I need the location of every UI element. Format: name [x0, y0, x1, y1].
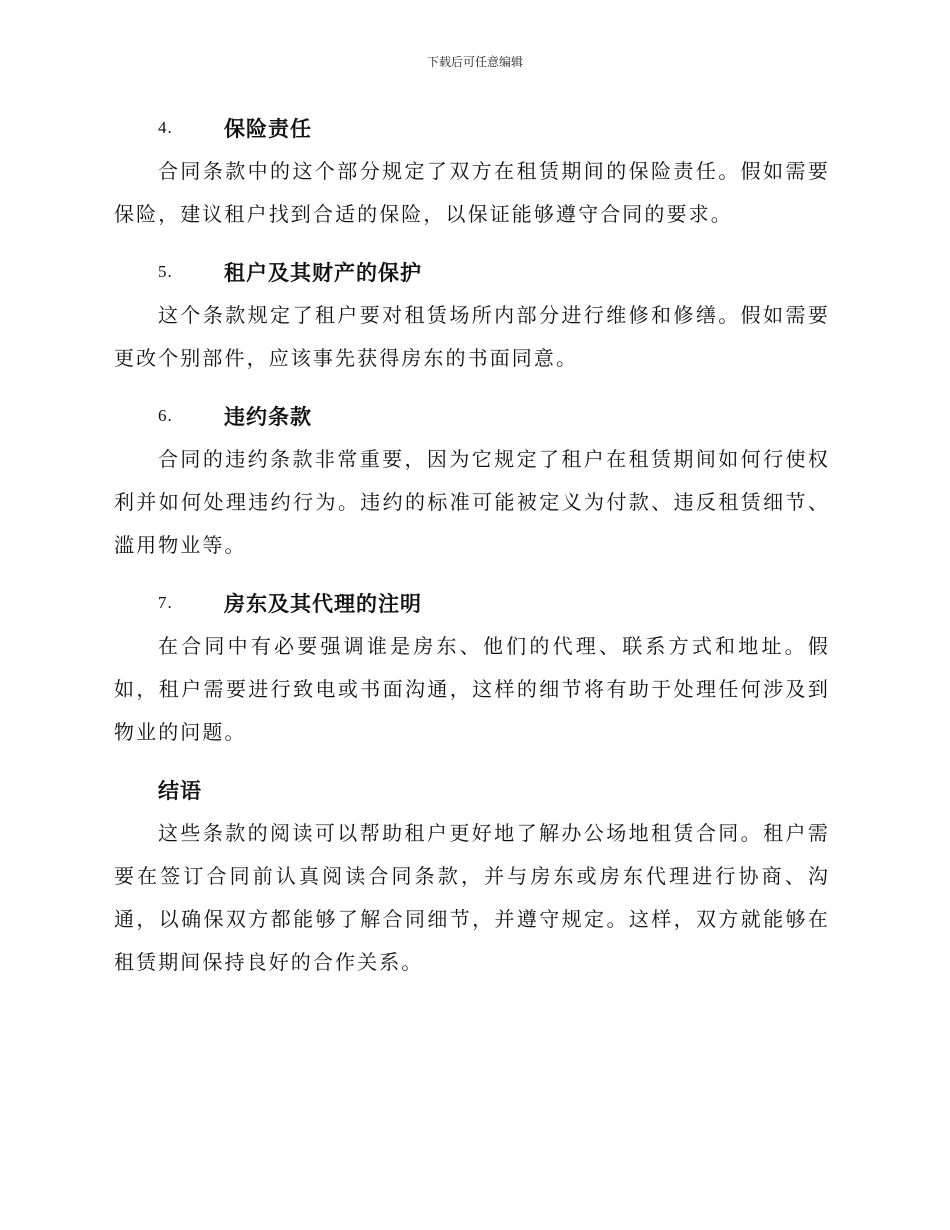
section-paragraph-tenant-protection: 这个条款规定了租户要对租赁场所内部分进行维修和修缮。假如需要更改个别部件，应该事先获得房东的书面同意。: [114, 303, 830, 370]
section-heading-landlord: [114, 581, 830, 625]
page-header: 下载后可任意编辑: [426, 55, 523, 69]
section-number: 6.: [158, 406, 173, 425]
section-number: 7.: [158, 593, 173, 612]
section-title: 租户及其财产的保护: [224, 261, 422, 285]
document-body: [114, 106, 830, 998]
section-paragraph-insurance: 合同条款中的这个部分规定了双方在租赁期间的保险责任。假如需要保险，建议租户找到合适的保险，以保证能够遵守合同的要求。: [114, 159, 830, 226]
section-paragraph-landlord: 在合同中有必要强调谁是房东、他们的代理、联系方式和地址。假如，租户需要进行致电或书面沟通，这样的细节将有助于处理任何涉及到物业的问题。: [114, 634, 830, 744]
section-paragraph-breach: 合同的违约条款非常重要，因为它规定了租户在租赁期间如何行使权利并如何处理违约行为。违约的标准可能被定义为付款、违反租赁细节、滥用物业等。: [114, 447, 830, 557]
section-heading-tenant-protection: [114, 250, 830, 294]
section-number: 4.: [158, 118, 173, 137]
section-heading-breach: [114, 394, 830, 438]
conclusion-heading: 结语: [158, 779, 202, 803]
section-title: 保险责任: [224, 117, 312, 141]
section-title: 房东及其代理的注明: [224, 592, 422, 616]
conclusion-paragraph: 这些条款的阅读可以帮助租户更好地了解办公场地租赁合同。租户需要在签订合同前认真阅读合同条款，并与房东或房东代理进行协商、沟通，以确保双方都能够了解合同细节，并遵守规定。这样，双方就能够在租赁期间保持良好的合作关系。: [114, 821, 830, 974]
section-number: 5.: [158, 262, 173, 281]
section-heading-insurance: [114, 106, 830, 150]
section-title: 违约条款: [224, 405, 312, 429]
